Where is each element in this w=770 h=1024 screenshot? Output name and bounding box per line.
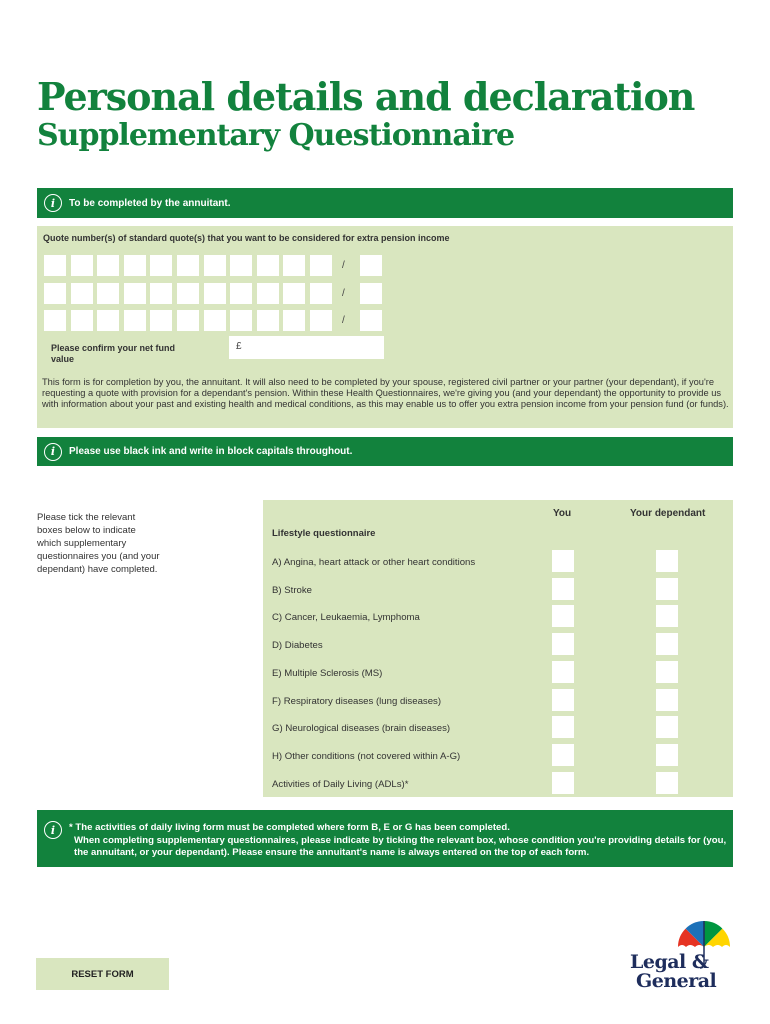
annuitant-banner-text: To be completed by the annuitant. [69, 197, 231, 209]
quote-digit-box[interactable] [257, 283, 279, 304]
footer-note [37, 810, 733, 867]
dependant-checkbox[interactable] [656, 661, 678, 683]
footer-note-line2: When completing supplementary questionnaires, please indicate by ticking the relevant box, whose condition you're providing details for (you, the annuitant, or your dependant). Please ensure the annuitant's name is always entered on the top of each form. [74, 834, 727, 858]
questionnaire-row [263, 744, 733, 771]
quote-separator: / [342, 315, 345, 326]
questionnaire-row [263, 633, 733, 660]
column-dependant: Your dependant [630, 508, 706, 519]
you-checkbox[interactable] [552, 744, 574, 766]
questionnaire-table [263, 500, 733, 797]
tick-instructions: Please tick the relevant boxes below to indicate which supplementary questionnaires you (and your dependant) have completed. [37, 512, 160, 575]
quote-digit-box[interactable] [71, 283, 93, 304]
quote-digit-box[interactable] [310, 310, 332, 331]
quote-digit-box[interactable] [230, 310, 252, 331]
quote-digit-box[interactable] [150, 255, 172, 276]
questionnaire-row [263, 689, 733, 716]
quote-suffix-box[interactable] [360, 283, 382, 304]
questionnaire-row-label: A) Angina, heart attack or other heart conditions [272, 557, 476, 568]
fund-value-input[interactable] [229, 336, 384, 359]
questionnaire-row-label: C) Cancer, Leukaemia, Lymphoma [272, 612, 420, 624]
dependant-checkbox[interactable] [656, 605, 678, 627]
you-checkbox[interactable] [552, 550, 574, 572]
quote-digit-box[interactable] [283, 283, 305, 304]
ink-banner [37, 437, 733, 466]
lifestyle-heading: Lifestyle questionnaire [272, 528, 376, 539]
quote-digit-box[interactable] [177, 255, 199, 276]
form-instructions: This form is for completion by you, the annuitant. It will also need to be completed by your spouse, registered civil partner or your partner (your dependant), if you're requesting a quote with provision for a dependant's pension. Within these Health Questionnaires, we're giving you (and your dependant) the opportunity to provide us with information about your past and existing health and medical conditions, as this may enable us to offer you extra pension income from your pension fund (or funds). [42, 377, 729, 409]
quote-digit-box[interactable] [124, 255, 146, 276]
quote-digit-box[interactable] [71, 255, 93, 276]
quote-digit-box[interactable] [204, 255, 226, 276]
quote-separator: / [342, 260, 345, 271]
quote-digit-box[interactable] [44, 255, 66, 276]
annuitant-banner [37, 188, 733, 218]
questionnaire-row-label: B) Stroke [272, 584, 312, 596]
you-checkbox[interactable] [552, 689, 574, 711]
dependant-checkbox[interactable] [656, 633, 678, 655]
questionnaire-row [263, 605, 733, 632]
reset-form-button[interactable]: RESET FORM [36, 958, 169, 990]
quote-separator: / [342, 288, 345, 299]
quote-digit-box[interactable] [124, 283, 146, 304]
info-icon: i [44, 443, 62, 461]
logo-text-line1: Legal & [630, 951, 709, 973]
info-icon: i [44, 194, 62, 212]
questionnaire-row-label: G) Neurological diseases (brain diseases) [272, 723, 451, 735]
you-checkbox[interactable] [552, 633, 574, 655]
quote-digit-box[interactable] [44, 310, 66, 331]
quote-section [37, 226, 733, 428]
quote-suffix-box[interactable] [360, 255, 382, 276]
questionnaire-row [263, 550, 733, 577]
questionnaire-row-label: E) Multiple Sclerosis (MS) [272, 667, 383, 679]
questionnaire-row-label: F) Respiratory diseases (lung diseases) [272, 695, 442, 707]
dependant-checkbox[interactable] [656, 550, 678, 572]
quote-digit-box[interactable] [150, 310, 172, 331]
ink-banner-text: Please use black ink and write in block capitals throughout. [69, 446, 353, 457]
column-you: You [553, 508, 572, 519]
quote-digit-box[interactable] [97, 255, 119, 276]
quote-digit-box[interactable] [97, 283, 119, 304]
quote-digit-box[interactable] [44, 283, 66, 304]
page-title: Personal details and declaration [37, 74, 695, 119]
quote-digit-box[interactable] [71, 310, 93, 331]
quote-digit-box[interactable] [177, 283, 199, 304]
quote-digit-box[interactable] [257, 255, 279, 276]
dependant-checkbox[interactable] [656, 578, 678, 600]
legal-general-logo [626, 913, 736, 993]
questionnaire-row-label: D) Diabetes [272, 640, 323, 652]
quote-digit-box[interactable] [283, 255, 305, 276]
page-subtitle: Supplementary Questionnaire [37, 118, 515, 153]
you-checkbox[interactable] [552, 605, 574, 627]
questionnaire-row [263, 578, 733, 605]
quote-digit-box[interactable] [204, 310, 226, 331]
fund-value-label: Please confirm your net fund value [51, 343, 176, 364]
logo-text-line2: General [636, 970, 717, 992]
quote-digit-box[interactable] [230, 255, 252, 276]
questionnaire-row-label: H) Other conditions (not covered within A-G) [272, 750, 461, 762]
quote-digit-box[interactable] [177, 310, 199, 331]
footer-note-line1: * The activities of daily living form must be completed where form B, E or G has been completed. [69, 822, 510, 833]
quote-digit-box[interactable] [310, 255, 332, 276]
you-checkbox[interactable] [552, 716, 574, 738]
questionnaire-row [263, 772, 733, 799]
questionnaire-row [263, 661, 733, 688]
quote-digit-box[interactable] [283, 310, 305, 331]
quote-digit-box[interactable] [204, 283, 226, 304]
quote-suffix-box[interactable] [360, 310, 382, 331]
quote-numbers-label: Quote number(s) of standard quote(s) that you want to be considered for extra pension income [43, 233, 450, 243]
quote-digit-box[interactable] [257, 310, 279, 331]
quote-digit-box[interactable] [97, 310, 119, 331]
questionnaire-row-label: Activities of Daily Living (ADLs)* [272, 778, 409, 790]
dependant-checkbox[interactable] [656, 689, 678, 711]
info-icon: i [44, 821, 62, 839]
you-checkbox[interactable] [552, 661, 574, 683]
quote-digit-box[interactable] [124, 310, 146, 331]
quote-digit-box[interactable] [310, 283, 332, 304]
dependant-checkbox[interactable] [656, 772, 678, 794]
quote-digit-box[interactable] [230, 283, 252, 304]
dependant-checkbox[interactable] [656, 744, 678, 766]
you-checkbox[interactable] [552, 772, 574, 794]
you-checkbox[interactable] [552, 578, 574, 600]
currency-symbol: £ [236, 341, 242, 352]
questionnaire-row [263, 716, 733, 743]
dependant-checkbox[interactable] [656, 716, 678, 738]
quote-digit-box[interactable] [150, 283, 172, 304]
